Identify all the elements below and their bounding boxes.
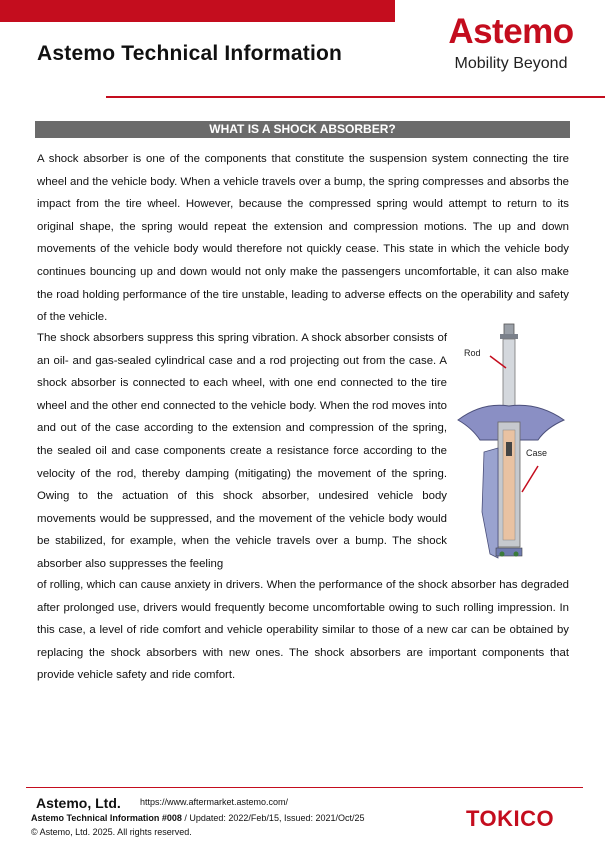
footer-doc-info (31, 813, 365, 823)
label-rod: Rod (464, 348, 481, 358)
paragraph-conclusion: of rolling, which can cause anxiety in drivers. When the performance of the shock absorber has degraded after prolonged use, drivers would frequently become uncomfortable owing to such rolling impression. In this case, a level of ride comfort and vehicle operability similar to those of a new car can be obtained by replacing the shock absorbers with new ones. The shock absorbers are important components that provide vehicle safety and ride comfort. (37, 579, 569, 682)
paragraph-function: The shock absorbers suppress this spring vibration. A shock absorber consists of an oil- and gas-sealed cylindrical case and a rod projecting out from the case. A shock absorber is connected to each wheel, with one end connected to the tire wheel and the other end connected to the vehicle body. When the rod moves into and out of the case according to the extension and compression of the spring, the sealed oil and case components create a resistance force according to the velocity of the rod, thereby damping (mitigating) the movement of the spring. Owing to the actuation of this shock absorber, undesired vehicle body movements would be suppressed, and the movement of the vehicle body would be stabilized, for example, when the vehicle travels over a bump. The shock absorber also suppresses the feeling (37, 332, 447, 570)
doc-dates: / Updated: 2022/Feb/15, Issued: 2021/Oct/25 (181, 813, 365, 823)
section-heading: WHAT IS A SHOCK ABSORBER? (35, 121, 570, 138)
doc-number: Astemo Technical Information #008 (31, 813, 182, 823)
header-divider (106, 96, 605, 98)
footer-divider (26, 787, 583, 788)
paragraph-intro: A shock absorber is one of the components that constitute the suspension system connecting the tire wheel and the vehicle body. When a vehicle travels over a bump, the spring compresses and absorbs the impact from the tire wheel. However, because the compressed spring would attempt to return to its original shape, the spring would repeat the extension and compression motions. The up and down movements of the vehicle body would therefore not quickly cease. This state in which the vehicle body continues bouncing up and down would not only make the passengers uncomfortable, it can also make the road holding performance of the tire unstable, leading to adverse effects on the operability and safety of the vehicle. (37, 153, 569, 324)
footer-copyright: © Astemo, Ltd. 2025. All rights reserved. (31, 827, 192, 837)
footer-company: Astemo, Ltd. (36, 795, 121, 811)
label-case: Case (526, 448, 548, 458)
tokico-logo: TOKICO (466, 806, 555, 831)
lower-bracket (482, 448, 498, 558)
document-title: Astemo Technical Information (37, 42, 343, 65)
shock-absorber-illustration (452, 322, 570, 560)
footer-url[interactable]: https://www.aftermarket.astemo.com/ (140, 797, 289, 807)
astemo-logo (428, 12, 594, 74)
logo-wordmark: Astemo (448, 12, 574, 51)
logo-tagline: Mobility Beyond (454, 55, 568, 72)
top-accent-bar (0, 0, 395, 22)
